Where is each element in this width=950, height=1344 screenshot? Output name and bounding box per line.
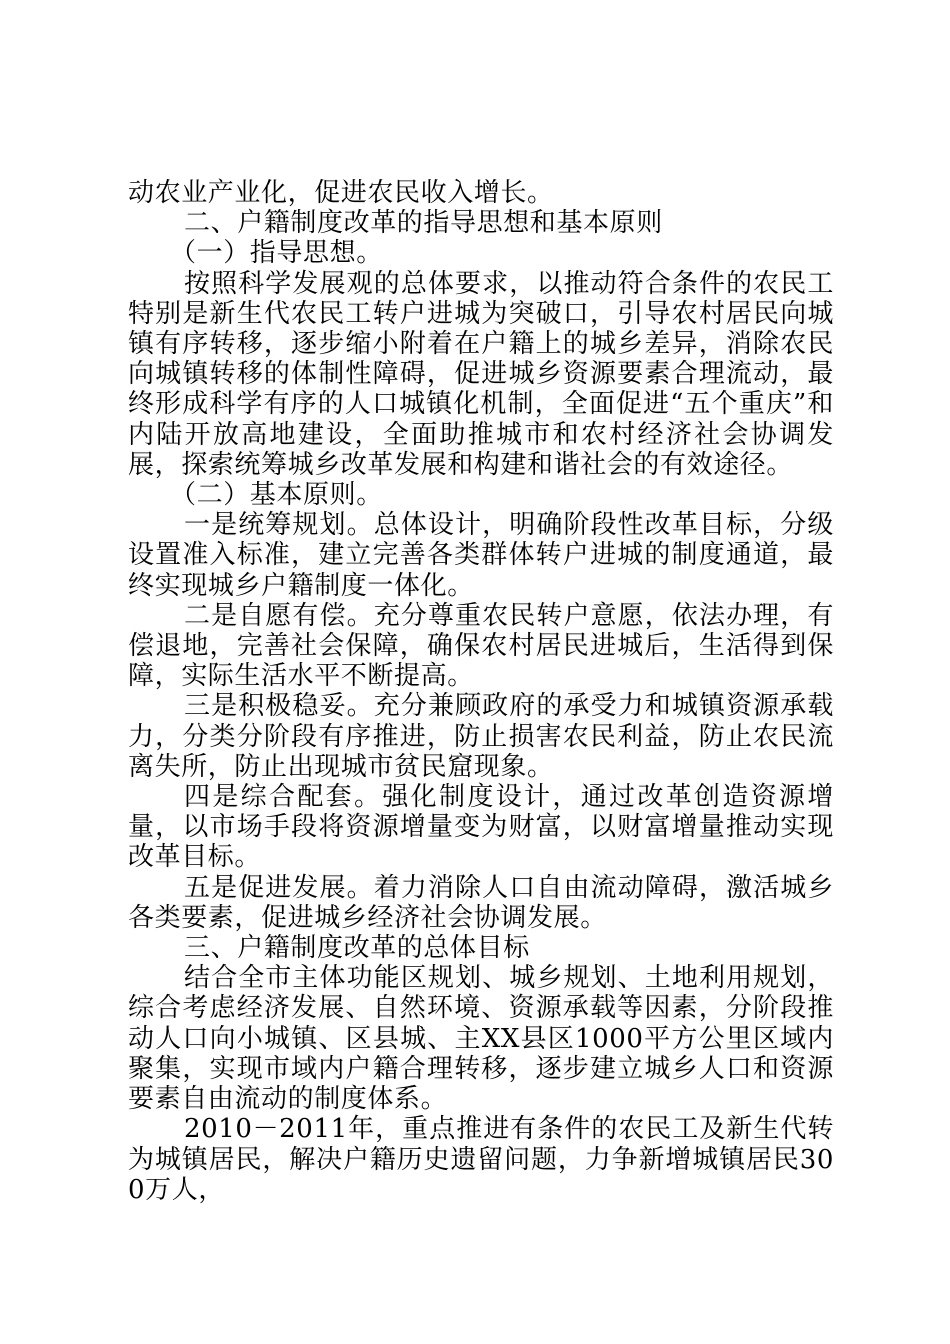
- paragraph-guiding-ideology: 按照科学发展观的总体要求，以推动符合条件的农民工特别是新生代农民工转户进城为突破口，引导农村居民向城镇有序转移，逐步缩小附着在户籍上的城乡差异，消除农民向城镇转移的体制性障碍，促进城乡资源要素合理流动，最终形成科学有序的人口城镇化机制，全面促进“五个重庆”和内陆开放高地建设，全面助推城市和农村经济社会协调发展，探索统筹城乡改革发展和构建和谐社会的有效途径。: [128, 268, 834, 480]
- paragraph-principle-2: 二是自愿有偿。充分尊重农民转户意愿，依法办理，有偿退地，完善社会保障，确保农村居民进城后，生活得到保障，实际生活水平不断提高。: [128, 600, 834, 692]
- section-heading-2: 二、户籍制度改革的指导思想和基本原则: [184, 208, 663, 239]
- paragraph-overall-goal: 结合全市主体功能区规划、城乡规划、土地利用规划，综合考虑经济发展、自然环境、资源承载等因素，分阶段推动人口向小城镇、区县城、主XX县区1000平方公里区域内聚集，实现市域内户籍合理转移，逐步建立城乡人口和资源要素自由流动的制度体系。: [128, 963, 834, 1115]
- paragraph-principle-5: 五是促进发展。着力消除人口自由流动障碍，激活城乡各类要素，促进城乡经济社会协调发展。: [128, 872, 834, 933]
- document-body: [128, 178, 834, 1205]
- paragraph-principle-3: 三是积极稳妥。充分兼顾政府的承受力和城镇资源承载力，分类分阶段有序推进，防止损害农民利益，防止农民流离失所，防止出现城市贫民窟现象。: [128, 691, 834, 782]
- paragraph-principle-1: 一是统筹规划。总体设计，明确阶段性改革目标，分级设置准入标准，建立完善各类群体转户进城的制度通道，最终实现城乡户籍制度一体化。: [128, 510, 834, 601]
- paragraph-2010-2011-goal: 2010－2011年，重点推进有条件的农民工及新生代转为城镇居民，解决户籍历史遗留问题，力争新增城镇居民300万人，: [128, 1114, 834, 1205]
- paragraph-continuation: 动农业产业化，促进农民收入增长。: [128, 178, 554, 208]
- paragraph-principle-4: 四是综合配套。强化制度设计，通过改革创造资源增量，以市场手段将资源增量变为财富，以财富增量推动实现改革目标。: [128, 782, 834, 873]
- subsection-heading-guiding-ideology: （一）指导思想。: [170, 238, 383, 269]
- subsection-heading-basic-principles: （二）基本原则。: [170, 480, 383, 511]
- section-heading-3: 三、户籍制度改革的总体目标: [184, 933, 530, 964]
